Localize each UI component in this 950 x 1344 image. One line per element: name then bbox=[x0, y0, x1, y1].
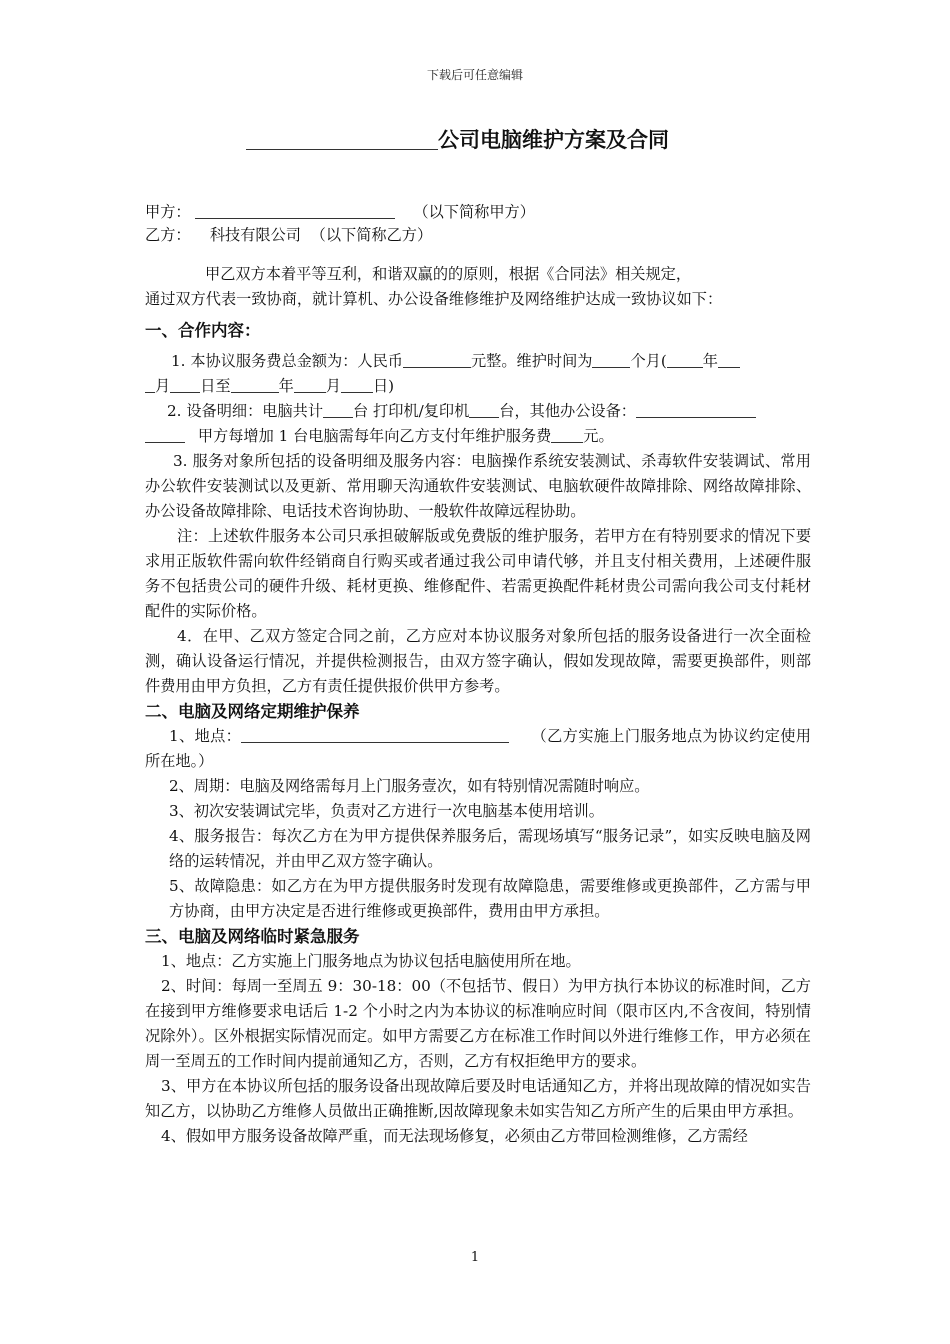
s2-item-1 bbox=[145, 724, 811, 774]
s3-item-2: 2、时间：每周一至周五 9：30-18：00（不包括节、假日）为甲方执行本协议的标准时间，乙方在接到甲方维修要求电话后 1-2 个小时之内为本协议的标准响应时间（限市区内,不含夜间，特别情况除外）。区外根据实际情况而定。如甲方需要乙方在标准工作时间以外进行维修工作，甲方必须在周一至周五的工作时间内提前通知乙方，否则，乙方有权拒绝甲方的要求。 bbox=[145, 976, 811, 1070]
s1-item-1-text-g: 年 bbox=[278, 376, 294, 395]
s1-item-1-text-f: 日至 bbox=[200, 376, 231, 395]
s3-item-4: 4、假如甲方服务设备故障严重，而无法现场修复，必须由乙方带回检测维修，乙方需经 bbox=[161, 1126, 748, 1145]
s1-item-4: 4．在甲、乙双方签定合同之前，乙方应对本协议服务对象所包括的服务设备进行一次全面检测，确认设备运行情况，并提供检测报告，由双方签字确认，假如发现故障，需要更换部件，则部件费用由甲方负担，乙方有责任提供报价供甲方参考。 bbox=[145, 626, 811, 695]
end-year-blank bbox=[231, 376, 279, 393]
s2-item-1-text-a: 1、地点： bbox=[169, 726, 242, 745]
s1-item-3: 3. 服务对象所包括的设备明细及服务内容：电脑操作系统安装测试、杀毒软件安装调试、常用办公软件安装测试以及更新、常用聊天沟通软件安装测试、电脑软硬件故障排除、网络故障排除、办公设备故障排除、电话技术咨询协助、一般软件故障远程协助。 bbox=[145, 451, 811, 520]
intro-line-1: 甲乙双方本着平等互利，和谐双赢的的原则，根据《合同法》相关规定， bbox=[205, 264, 691, 283]
company-name-blank bbox=[246, 129, 438, 150]
page-number: 1 bbox=[470, 1250, 480, 1265]
party-a-line bbox=[145, 201, 811, 224]
start-year-blank bbox=[667, 351, 703, 368]
months-blank bbox=[592, 351, 630, 368]
s1-item-1-text-b: 元整。维护时间为 bbox=[470, 351, 593, 370]
s1-item-1-text-c: 个月( bbox=[630, 351, 667, 370]
s1-item-1-text-d: 年 bbox=[702, 351, 718, 370]
location-blank bbox=[241, 726, 509, 743]
party-b-line: 乙方： 科技有限公司 （以下简称乙方） bbox=[145, 226, 433, 245]
start-day-blank bbox=[170, 376, 200, 393]
start-month-blank-b bbox=[145, 376, 155, 393]
title-text: 公司电脑维护方案及合同 bbox=[438, 127, 669, 152]
other-devices-blank-cont bbox=[145, 426, 185, 443]
intro-line-2: 通过双方代表一致协商，就计算机、办公设备维修维护及网络维护达成一致协议如下： bbox=[145, 289, 723, 308]
end-day-blank bbox=[341, 376, 373, 393]
s1-item-2 bbox=[145, 399, 811, 424]
s1-item-2-text-b: 台 打印机/复印机 bbox=[353, 401, 470, 420]
s1-item-2-text-e: 元。 bbox=[583, 426, 614, 445]
s2-item-4: 4、服务报告：每次乙方在为甲方提供保养服务后，需现场填写“服务记录”，如实反映电脑及网络的运转情况，并由甲乙双方签字确认。 bbox=[169, 826, 811, 870]
s2-item-5: 5、故障隐患：如乙方在为甲方提供服务时发现有故障隐患，需要维修或更换部件，乙方需与甲方协商，由甲方决定是否进行维修或更换部件，费用由甲方承担。 bbox=[169, 876, 811, 920]
header-note: 下载后可任意编辑 bbox=[426, 68, 523, 82]
s3-item-1: 1、地点：乙方实施上门服务地点为协议包括电脑使用所在地。 bbox=[161, 951, 581, 970]
s1-item-2-text-a: 2. 设备明细：电脑共计 bbox=[167, 401, 324, 420]
s1-item-1-text-a: 1. 本协议服务费总金额为：人民币 bbox=[171, 351, 403, 370]
pc-count-blank bbox=[323, 401, 353, 418]
s1-item-2-text-c: 台，其他办公设备： bbox=[499, 401, 636, 420]
s1-item-1-text-i: 日) bbox=[372, 376, 395, 395]
s1-item-1-text-e: 月 bbox=[155, 376, 171, 395]
section-2-heading: 二、电脑及网络定期维护保养 bbox=[145, 701, 360, 721]
printer-count-blank bbox=[469, 401, 499, 418]
s1-item-1 bbox=[145, 349, 811, 374]
s3-item-3: 3、甲方在本协议所包括的服务设备出现故障后要及时电话通知乙方，并将出现故障的情况如实告知乙方，以协助乙方维修人员做出正确推断,因故障现象未如实告知乙方所产生的后果由甲方承担。 bbox=[145, 1076, 811, 1120]
annual-fee-blank bbox=[551, 426, 583, 443]
s1-item-1-text-h: 月 bbox=[325, 376, 341, 395]
start-month-blank-a bbox=[718, 351, 740, 368]
contract-title bbox=[246, 124, 669, 154]
s1-item-2-cont bbox=[145, 424, 811, 449]
section-3-heading: 三、电脑及网络临时紧急服务 bbox=[145, 926, 360, 946]
party-a-blank bbox=[195, 202, 395, 219]
amount-blank bbox=[403, 351, 471, 368]
party-a-label: 甲方： bbox=[145, 203, 191, 221]
party-a-tail: （以下简称甲方） bbox=[413, 203, 535, 221]
contract-body bbox=[145, 201, 811, 1149]
s2-item-3: 3、初次安装调试完毕，负责对乙方进行一次电脑基本使用培训。 bbox=[169, 801, 604, 820]
s1-note: 注：上述软件服务本公司只承担破解版或免费版的维护服务，若甲方在有特别要求的情况下要求用正版软件需向软件经销商自行购买或者通过我公司申请代够，并且支付相关费用，上述硬件服务不包括贵公司的硬件升级、耗材更换、维修配件、若需更换配件耗材贵公司需向我公司支付耗材配件的实际价格。 bbox=[145, 526, 811, 620]
other-devices-blank bbox=[636, 401, 756, 418]
s1-item-1-cont bbox=[145, 374, 811, 399]
section-1-heading: 一、合作内容： bbox=[145, 320, 261, 340]
end-month-blank bbox=[294, 376, 326, 393]
s2-item-1-text-b: （乙方实施上门服务地点为协议约定使用所在地。） bbox=[145, 726, 811, 770]
s2-item-2: 2、周期：电脑及网络需每月上门服务壹次，如有特别情况需随时响应。 bbox=[169, 776, 650, 795]
s1-item-2-text-d: 甲方每增加 1 台电脑需每年向乙方支付年维护服务费 bbox=[197, 426, 552, 445]
